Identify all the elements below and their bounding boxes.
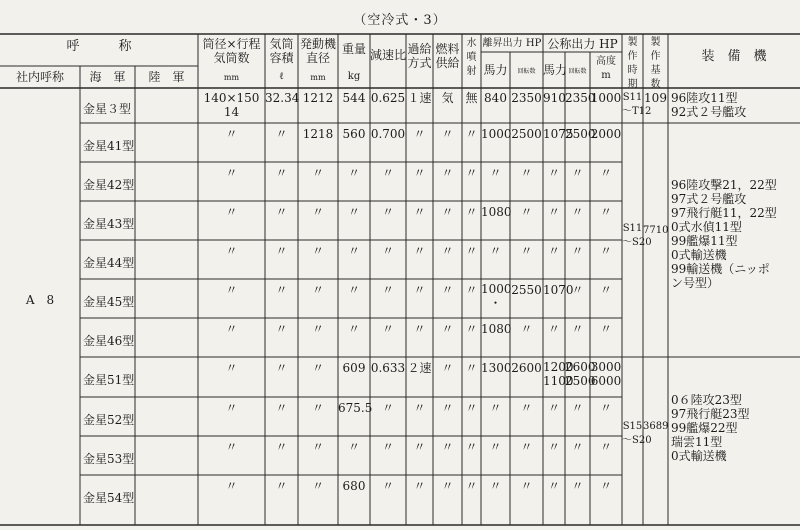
header-water-injection: 水 噴 射	[466, 38, 477, 77]
row-reduction: 0.633	[370, 361, 406, 375]
row-to_rpm: 2600	[511, 361, 542, 375]
row-supercharger: 〃	[413, 244, 426, 258]
row-displacement: 〃	[275, 205, 288, 219]
row-supercharger: 〃	[413, 322, 426, 336]
row-to_hp: 〃	[489, 440, 502, 454]
row-r_rpm: 〃	[571, 244, 584, 258]
header-navy: 海 軍	[89, 70, 126, 84]
row-navy-name: 金星43型	[83, 217, 135, 231]
row-r_hp: 1200 1100	[543, 360, 574, 388]
row-fuel: 〃	[441, 166, 454, 180]
row-supercharger: １速	[407, 91, 432, 105]
row-displacement: 〃	[275, 283, 288, 297]
row-water: 〃	[465, 401, 478, 415]
row-navy-name: 金星３型	[83, 102, 132, 116]
row-navy-name: 金星46型	[83, 334, 135, 348]
row-to_hp: 1080	[481, 322, 512, 336]
header-altitude: 高度 m	[596, 56, 616, 81]
header-displacement: 気筒 容積	[269, 37, 294, 65]
row-diameter: 〃	[311, 166, 324, 180]
row-alt: 〃	[599, 166, 612, 180]
row-bore: 〃	[225, 440, 238, 454]
row-bore: 〃	[225, 205, 238, 219]
row-water: 〃	[465, 361, 478, 375]
row-diameter: 〃	[311, 322, 324, 336]
row-alt: 〃	[599, 322, 612, 336]
row-alt: 〃	[599, 401, 612, 415]
row-fuel: 〃	[441, 401, 454, 415]
row-reduction: 〃	[381, 283, 394, 297]
row-r_rpm: 2350	[565, 91, 596, 105]
header-equipped-aircraft: 装 備 機	[701, 49, 767, 64]
company-name-value: A 8	[25, 293, 55, 307]
header-r-rpm: 回転数	[568, 68, 587, 75]
row-weight: 〃	[347, 440, 360, 454]
row-navy-name: 金星45型	[83, 295, 135, 309]
row-reduction: 0.625	[370, 91, 406, 105]
header-supercharger: 過給 方式	[407, 42, 432, 70]
group-equipped: 96陸攻撃21，22型 97式２号艦攻 97飛行艇11，22型 0式水偵11型 99艦爆11型 0式輸送機 99輸送機（ニッポ ン号型）	[671, 178, 777, 290]
row-to_hp: 〃	[489, 479, 502, 493]
row-displacement: 〃	[275, 361, 288, 375]
row-to_hp: 1000 ・	[481, 282, 512, 310]
row-navy-name: 金星54型	[83, 491, 135, 505]
row-displacement: 〃	[275, 127, 288, 141]
row-displacement: 〃	[275, 322, 288, 336]
row-to_rpm: 2500	[511, 127, 542, 141]
row-r_rpm: 〃	[571, 283, 584, 297]
row-r_rpm: 2600 2500	[565, 360, 596, 388]
row-diameter: 〃	[311, 244, 324, 258]
row-supercharger: 〃	[413, 440, 426, 454]
row-r_hp: 1070	[543, 283, 574, 297]
row-water: 無	[465, 91, 478, 105]
header-company-name: 社内呼称	[15, 70, 64, 84]
row-r_rpm: 〃	[571, 440, 584, 454]
row-diameter: 〃	[311, 479, 324, 493]
row-diameter: 〃	[311, 205, 324, 219]
group-period: S11 〜S20	[622, 223, 652, 248]
header-weight: 重量	[341, 42, 366, 56]
header-bore-stroke: 筒径×行程 気筒数	[202, 37, 261, 65]
row-bore: 〃	[225, 401, 238, 415]
row-weight: 〃	[347, 166, 360, 180]
row-to_rpm: 〃	[520, 166, 533, 180]
row-bore: 〃	[225, 244, 238, 258]
row-reduction: 〃	[381, 322, 394, 336]
row-supercharger: 〃	[413, 127, 426, 141]
row-weight: 〃	[347, 322, 360, 336]
row-navy-name: 金星51型	[83, 373, 135, 387]
row-fuel: 〃	[441, 127, 454, 141]
row-reduction: 〃	[381, 244, 394, 258]
row-to_rpm: 〃	[520, 322, 533, 336]
header-takeoff-power: 離昇出力 HP	[482, 38, 542, 49]
row-water: 〃	[465, 322, 478, 336]
group-period: S15 〜S20	[622, 421, 652, 446]
header-r-horsepower: 馬力	[543, 63, 568, 77]
row-r_hp: 910	[543, 91, 566, 105]
header-to-horsepower: 馬力	[483, 63, 508, 77]
row-fuel: 〃	[441, 244, 454, 258]
row-diameter: 〃	[311, 361, 324, 375]
row-r_hp: 〃	[547, 479, 560, 493]
row-water: 〃	[465, 127, 478, 141]
row-to_hp: 〃	[489, 244, 502, 258]
row-to_hp: 840	[484, 91, 507, 105]
table-caption: （空冷式・3）	[353, 13, 447, 28]
row-displacement: 〃	[275, 401, 288, 415]
row-reduction: 0.700	[370, 127, 406, 141]
row-r_rpm: 〃	[571, 205, 584, 219]
row-water: 〃	[465, 205, 478, 219]
row-weight: 544	[342, 91, 366, 105]
row-r_hp: 1075	[543, 127, 574, 141]
row-navy-name: 金星41型	[83, 139, 135, 153]
row-r_hp: 〃	[547, 166, 560, 180]
header-name-group: 呼 称	[66, 39, 132, 54]
header-to-rpm: 回転数	[517, 68, 536, 75]
row-to_hp: 1300	[481, 361, 512, 375]
row-fuel: 〃	[441, 205, 454, 219]
row-diameter: 〃	[311, 283, 324, 297]
row-bore: 〃	[225, 166, 238, 180]
row-reduction: 〃	[381, 401, 394, 415]
header-diameter: 発動機 直径	[299, 37, 336, 65]
row-alt: 〃	[599, 244, 612, 258]
row-r_rpm: 2500	[565, 127, 596, 141]
row-water: 〃	[465, 283, 478, 297]
row-reduction: 〃	[381, 166, 394, 180]
row-supercharger: 〃	[413, 401, 426, 415]
row-count: 109	[644, 91, 667, 105]
row-navy-name: 金星42型	[83, 178, 135, 192]
row-supercharger: 〃	[413, 283, 426, 297]
row-navy-name: 金星44型	[83, 256, 135, 270]
row-displacement: 32.34	[265, 91, 300, 105]
row-bore: 140×150 14	[203, 91, 260, 119]
row-displacement: 〃	[275, 244, 288, 258]
row-r_rpm: 〃	[571, 401, 584, 415]
row-to_hp: 〃	[489, 166, 502, 180]
row-diameter: 〃	[311, 440, 324, 454]
row-to_rpm: 〃	[520, 244, 533, 258]
group-equipped: 0６陸攻23型 97飛行艇23型 99艦爆22型 瑞雲11型 0式輸送機	[671, 393, 750, 463]
group-count: 3689	[643, 421, 669, 432]
row-r_hp: 〃	[547, 244, 560, 258]
row-equipped: 96陸攻11型 92式２号艦攻	[671, 91, 747, 119]
row-reduction: 〃	[381, 440, 394, 454]
row-alt: 〃	[599, 479, 612, 493]
row-water: 〃	[465, 166, 478, 180]
header-displacement-unit: ℓ	[279, 71, 284, 82]
group-count: 7710	[643, 225, 669, 236]
row-reduction: 〃	[381, 205, 394, 219]
row-fuel: 気	[441, 91, 454, 105]
row-weight: 680	[342, 479, 366, 493]
header-production-period: 製 作 時 期	[627, 37, 638, 90]
row-weight: 〃	[347, 244, 360, 258]
row-navy-name: 金星53型	[83, 452, 135, 466]
row-r_hp: 〃	[547, 401, 560, 415]
row-fuel: 〃	[441, 440, 454, 454]
row-to_rpm: 2350	[511, 91, 542, 105]
row-diameter: 〃	[311, 401, 324, 415]
row-displacement: 〃	[275, 166, 288, 180]
row-weight: 675.5	[338, 401, 373, 415]
row-alt: 〃	[599, 283, 612, 297]
row-weight: 〃	[347, 283, 360, 297]
row-alt: 3000 6000	[590, 360, 622, 388]
row-to_rpm: 〃	[520, 479, 533, 493]
row-to_hp: 1000	[481, 127, 512, 141]
header-bore-unit: mm	[223, 73, 240, 82]
row-water: 〃	[465, 479, 478, 493]
row-fuel: 〃	[441, 283, 454, 297]
row-bore: 〃	[225, 127, 238, 141]
row-to_rpm: 2550	[511, 283, 542, 297]
row-supercharger: 〃	[413, 479, 426, 493]
row-supercharger: ２速	[407, 361, 432, 375]
row-alt: 2000	[590, 127, 622, 141]
row-bore: 〃	[225, 361, 238, 375]
row-fuel: 〃	[441, 479, 454, 493]
row-r_hp: 〃	[547, 322, 560, 336]
row-to_rpm: 〃	[520, 205, 533, 219]
row-bore: 〃	[225, 479, 238, 493]
row-diameter: 1218	[302, 127, 334, 141]
row-period: S11 〜T12	[622, 92, 652, 117]
row-alt: 〃	[599, 205, 612, 219]
row-fuel: 〃	[441, 361, 454, 375]
row-weight: 〃	[347, 205, 360, 219]
header-fuel: 燃料 供給	[435, 42, 460, 70]
row-weight: 609	[342, 361, 366, 375]
row-displacement: 〃	[275, 440, 288, 454]
row-water: 〃	[465, 244, 478, 258]
row-r_rpm: 〃	[571, 166, 584, 180]
row-weight: 560	[342, 127, 366, 141]
row-to_hp: 〃	[489, 401, 502, 415]
header-army: 陸 軍	[148, 70, 185, 84]
row-bore: 〃	[225, 283, 238, 297]
row-to_rpm: 〃	[520, 440, 533, 454]
header-diameter-unit: mm	[310, 73, 326, 82]
row-diameter: 1212	[302, 91, 334, 105]
row-alt: 〃	[599, 440, 612, 454]
row-r_hp: 〃	[547, 205, 560, 219]
row-to_rpm: 〃	[520, 401, 533, 415]
row-displacement: 〃	[275, 479, 288, 493]
row-r_hp: 〃	[547, 440, 560, 454]
row-navy-name: 金星52型	[83, 413, 135, 427]
header-production-count: 製 作 基 数	[650, 37, 661, 90]
row-water: 〃	[465, 440, 478, 454]
row-fuel: 〃	[441, 322, 454, 336]
header-reduction: 減速比	[370, 48, 407, 62]
row-to_hp: 1080	[481, 205, 512, 219]
row-reduction: 〃	[381, 479, 394, 493]
row-supercharger: 〃	[413, 205, 426, 219]
row-alt: 1000	[590, 91, 622, 105]
row-r_rpm: 〃	[571, 479, 584, 493]
row-bore: 〃	[225, 322, 238, 336]
header-rated-power: 公称出力 HP	[547, 37, 618, 51]
header-weight-unit: kg	[347, 71, 361, 82]
row-r_rpm: 〃	[571, 322, 584, 336]
row-supercharger: 〃	[413, 166, 426, 180]
